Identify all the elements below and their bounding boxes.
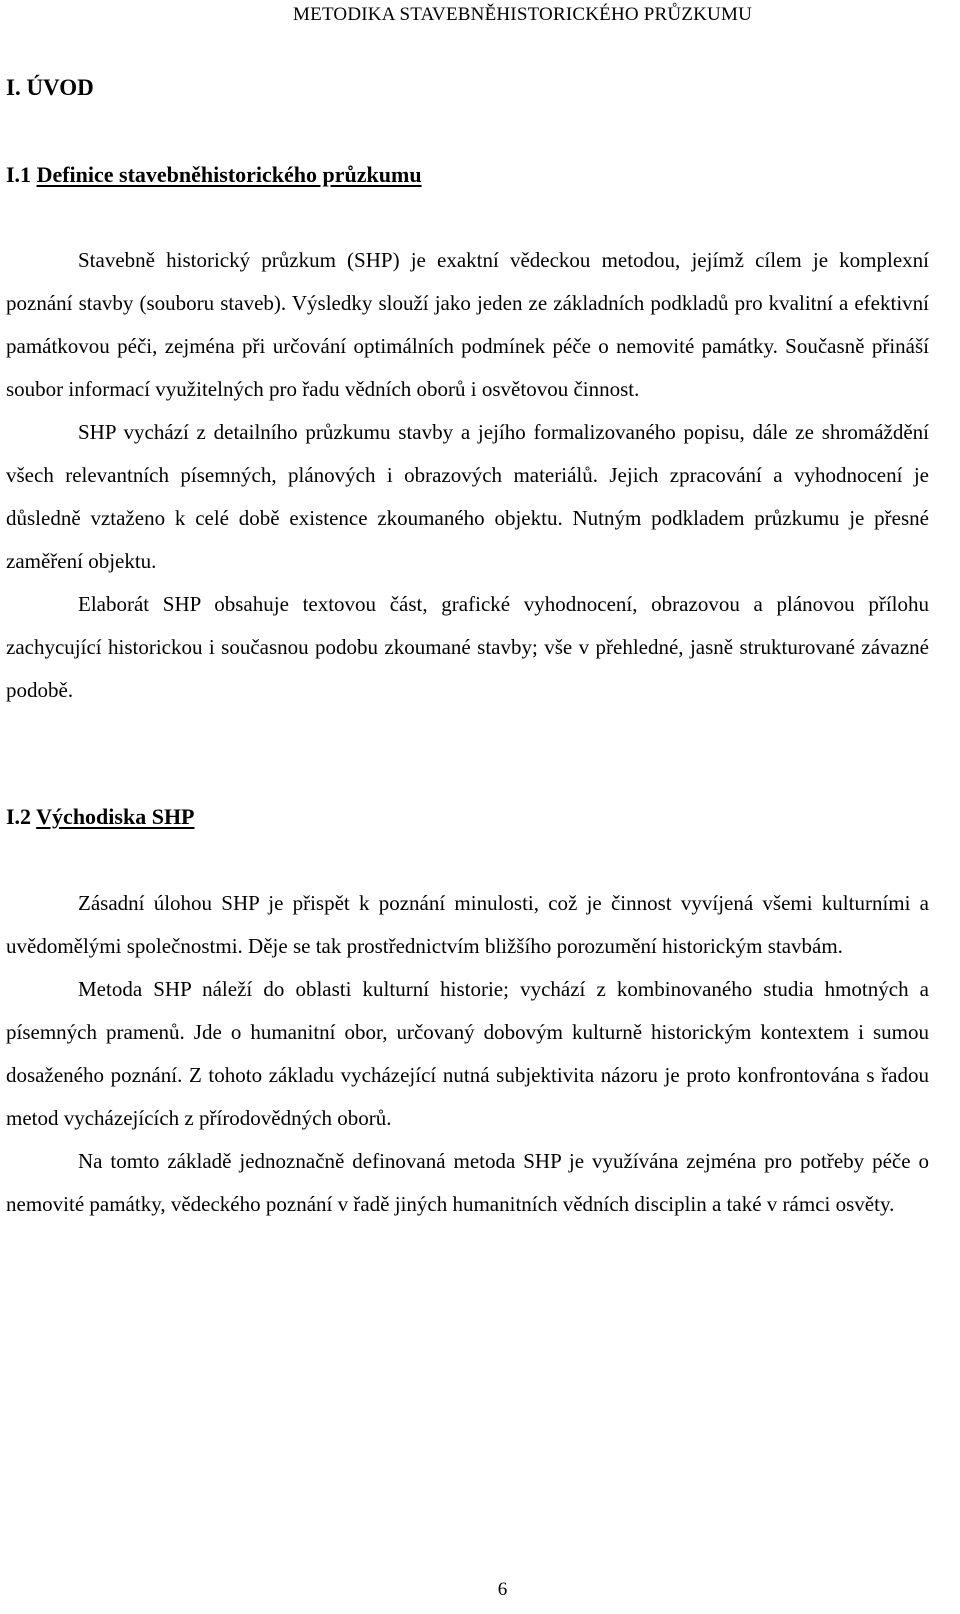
section-number: I.1 bbox=[6, 162, 32, 187]
paragraph: Stavebně historický průzkum (SHP) je exaktní vědeckou metodou, jejímž cílem je komplexní poznání stavby (souboru staveb). Výsledky slouží jako jeden ze základních podkladů pro kvalitní a efektivní památkovou péči, zejména při určování optimálních podmínek péče o nemovité památky. Současně přináší soubor informací využitelných pro řadu vědních oborů i osvětovou činnost. bbox=[6, 248, 929, 401]
paragraph: Zásadní úlohou SHP je přispět k poznání minulosti, což je činnost vyvíjená všemi kulturními a uvědomělými společnostmi. Děje se tak prostřednictvím bližšího porozumění historickým stavbám. bbox=[6, 891, 929, 958]
section-number: I.2 bbox=[6, 804, 32, 829]
chapter-title: I. ÚVOD bbox=[6, 75, 94, 100]
section-heading-1 bbox=[6, 162, 422, 188]
paragraph: SHP vychází z detailního průzkumu stavby a jejího formalizovaného popisu, dále ze shromáždění všech relevantních písemných, plánových i obrazových materiálů. Jejich zpracování a vyhodnocení je důsledně vztaženo k celé době existence zkoumaného objektu. Nutným podkladem průzkumu je přesné zaměření objektu. bbox=[6, 420, 929, 573]
running-header: METODIKA STAVEBNĚHISTORICKÉHO PRŮZKUMU bbox=[293, 4, 752, 25]
paragraph: Metoda SHP náleží do oblasti kulturní historie; vychází z kombinovaného studia hmotných a písemných pramenů. Jde o humanitní obor, určovaný dobovým kulturně historickým kontextem i sumou dosaženého poznání. Z tohoto základu vycházející nutná subjektivita názoru je proto konfrontována s řadou metod vycházejících z přírodovědných oborů. bbox=[6, 977, 929, 1130]
section-1-body bbox=[6, 239, 929, 712]
paragraph: Elaborát SHP obsahuje textovou část, grafické vyhodnocení, obrazovou a plánovou přílohu zachycující historickou i současnou podobu zkoumané stavby; vše v přehledné, jasně strukturované závazné podobě. bbox=[6, 592, 929, 702]
page-number: 6 bbox=[497, 1579, 508, 1600]
paragraph: Na tomto základě jednoznačně definovaná metoda SHP je využívána zejména pro potřeby péče o nemovité památky, vědeckého poznání v řadě jiných humanitních vědních disciplin a také v rámci osvěty. bbox=[6, 1149, 929, 1216]
section-2-body bbox=[6, 882, 929, 1226]
section-heading-2 bbox=[6, 804, 195, 830]
section-title: Definice stavebněhistorického průzkumu bbox=[36, 162, 422, 187]
section-title: Východiska SHP bbox=[36, 804, 195, 829]
